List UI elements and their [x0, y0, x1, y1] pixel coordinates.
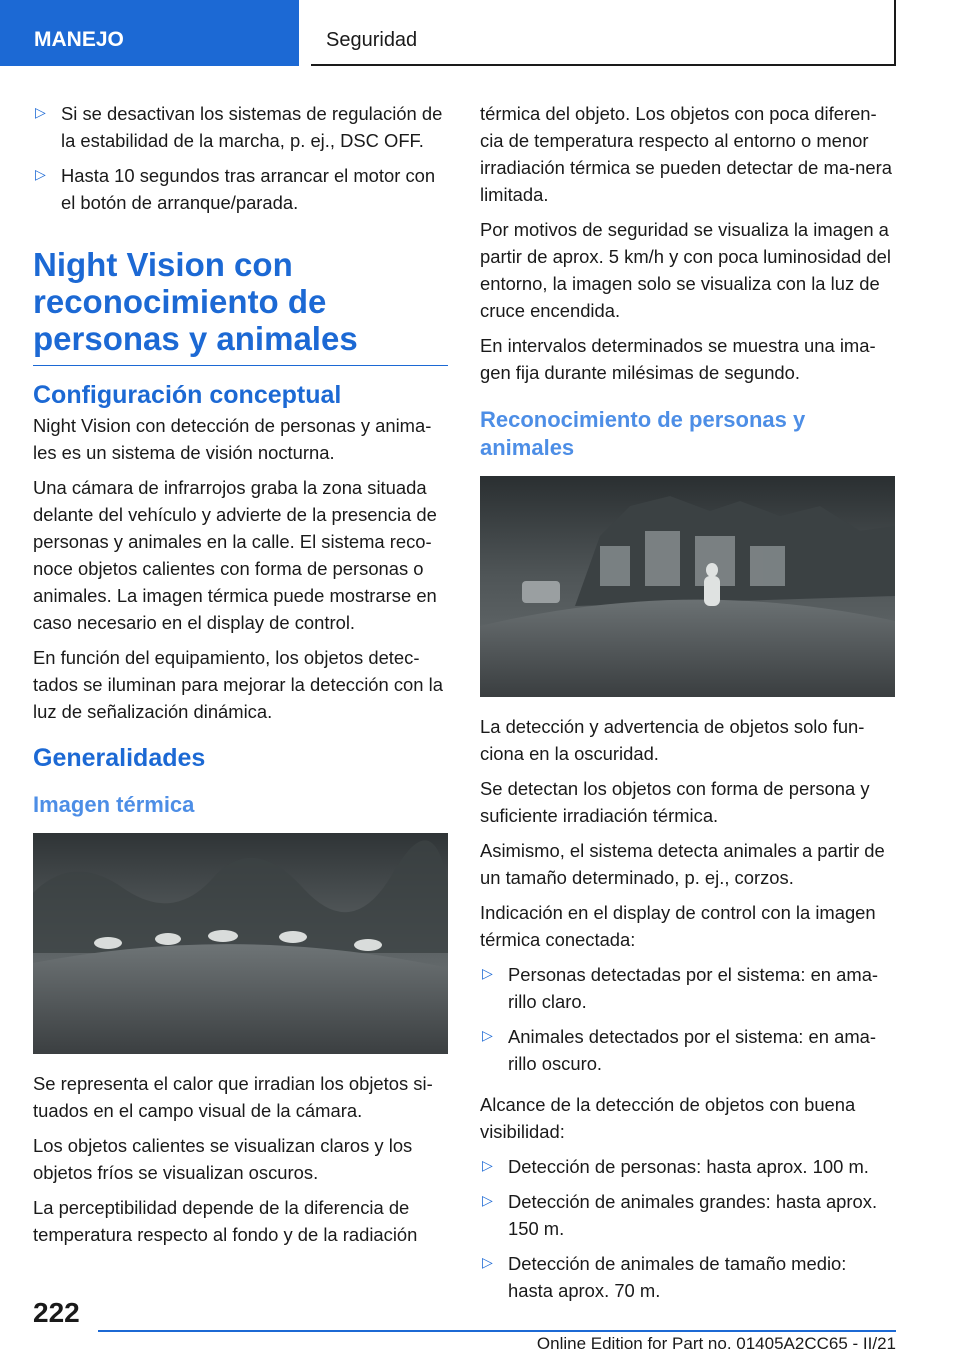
section-heading: Night Vision con reconocimiento de personas y animales: [33, 246, 448, 366]
topic-heading-thermal: Imagen térmica: [33, 792, 195, 817]
list-item: ▷ Hasta 10 segundos tras arrancar el motor con el botón de arranque/parada.: [33, 162, 448, 216]
left-column: [33, 100, 448, 1256]
paragraph: La perceptibilidad depende de la diferencia de temperatura respecto al fondo y de la radiación: [33, 1197, 418, 1245]
paragraph: En función del equipamiento, los objetos detec-tados se iluminan para mejorar la detección con la luz de señalización dinámica.: [33, 647, 443, 722]
paragraph: Se representa el calor que irradian los objetos si-tuados en el campo visual de la cámara.: [33, 1073, 433, 1121]
edition-note: Online Edition for Part no. 01405A2CC65 - II/21: [536, 1334, 896, 1353]
paragraph: Indicación en el display de control con la imagen térmica conectada:: [480, 902, 876, 950]
list-item: ▷ Si se desactivan los sistemas de regulación de la estabilidad de la marcha, p. ej., DSC OFF.: [33, 100, 448, 154]
list-item: ▷ Personas detectadas por el sistema: en ama-rillo claro.: [480, 961, 896, 1015]
subsection-heading-general: Generalidades: [33, 744, 206, 772]
thermal-image-pedestrian: [480, 476, 895, 697]
paragraph: Por motivos de seguridad se visualiza la imagen a partir de aprox. 5 km/h y con poca luminosidad del entorno, la imagen solo se visualiza con la luz de cruce encendida.: [480, 219, 891, 321]
list-item: ▷ Detección de animales de tamaño medio: hasta aprox. 70 m.: [480, 1250, 896, 1304]
paragraph: Los objetos calientes se visualizan claros y los objetos fríos se visualizan oscuros.: [33, 1135, 413, 1183]
list-item: ▷ Detección de animales grandes: hasta aprox. 150 m.: [480, 1188, 896, 1242]
paragraph: Se detectan los objetos con forma de persona y suficiente irradiación térmica.: [480, 778, 870, 826]
chapter-tab: Seguridad: [311, 0, 896, 66]
thermal-image-animals: [33, 833, 448, 1054]
paragraph: térmica del objeto. Los objetos con poca diferen-cia de temperatura respecto al entorno o menor irradiación térmica se pueden detectar de ma-nera limitada.: [480, 103, 892, 205]
topic-heading-recognition: Reconocimiento de personas y animales: [480, 407, 806, 460]
right-column: [480, 100, 896, 1312]
subsection-heading-concept: Configuración conceptual: [33, 381, 342, 409]
list-item: ▷ Animales detectados por el sistema: en ama-rillo oscuro.: [480, 1023, 896, 1077]
list-item: ▷ Detección de personas: hasta aprox. 100 m.: [480, 1153, 896, 1180]
section-tab: MANEJO: [0, 0, 299, 66]
triangle-bullet-icon: ▷: [482, 966, 493, 982]
triangle-bullet-icon: ▷: [482, 1158, 493, 1174]
triangle-bullet-icon: ▷: [35, 167, 46, 183]
paragraph: La detección y advertencia de objetos solo fun-ciona en la oscuridad.: [480, 716, 865, 764]
triangle-bullet-icon: ▷: [482, 1255, 493, 1271]
triangle-bullet-icon: ▷: [35, 105, 46, 121]
paragraph: Asimismo, el sistema detecta animales a partir de un tamaño determinado, p. ej., corzos.: [480, 840, 885, 888]
triangle-bullet-icon: ▷: [482, 1193, 493, 1209]
paragraph: En intervalos determinados se muestra una ima-gen fija durante milésimas de segundo.: [480, 335, 876, 383]
paragraph: Night Vision con detección de personas y anima-les es un sistema de visión nocturna.: [33, 415, 432, 463]
paragraph: Alcance de la detección de objetos con buena visibilidad:: [480, 1094, 856, 1142]
triangle-bullet-icon: ▷: [482, 1028, 493, 1044]
footer-divider: [98, 1330, 896, 1332]
page-number: 222: [33, 1297, 80, 1328]
page-header: [0, 0, 960, 66]
paragraph: Una cámara de infrarrojos graba la zona situada delante del vehículo y advierte de la presencia de personas y animales en la calle. El sistema reco-noce objetos calientes con forma de personas o animales. La imagen térmica puede mostrarse en caso necesario en el display de control.: [33, 477, 437, 633]
